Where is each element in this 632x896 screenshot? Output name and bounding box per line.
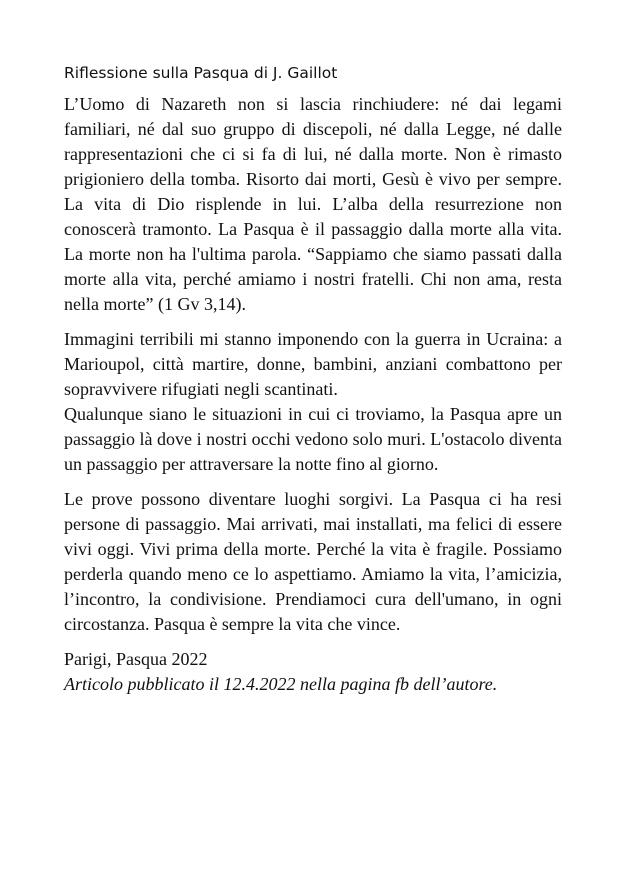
publication-note: Articolo pubblicato il 12.4.2022 nella pagina fb dell’autore. [64,674,498,694]
paragraph-ukraine: Immagini terribili mi stanno imponendo con la guerra in Ucraina: a Marioupol, città martire, donne, bambini, anziani combattono per sopravvivere rifugiati negli scantinati. [64,329,562,399]
paragraph-gap [64,637,562,647]
document-page [64,62,562,697]
paragraph-gap [64,477,562,487]
place-date: Parigi, Pasqua 2022 [64,649,208,669]
paragraph-resurrection: L’Uomo di Nazareth non si lascia rinchiudere: né dai legami familiari, né dal suo gruppo di discepoli, né dalla Legge, né dalle rappresentazioni che ci si fa di lui, né dalla morte. Non è rimasto prigioniero della tomba. Risorto dai morti, Gesù è vivo per sempre. La vita di Dio risplende in lui. L’alba della resurrezione non conoscerà tramonto. La Pasqua è il passaggio dalla morte alla vita. La morte non ha l'ultima parola. “Sappiamo che siamo passati dalla morte alla vita, perché amiamo i nostri fratelli. Chi non ama, resta nella morte” (1 Gv 3,14). [64,94,562,314]
paragraph-gap [64,317,562,327]
document-title: Riflessione sulla Pasqua di J. Gaillot [64,64,338,82]
paragraph-passage: Qualunque siano le situazioni in cui ci troviamo, la Pasqua apre un passaggio là dove i nostri occhi vedono solo muri. L'ostacolo diventa un passaggio per attraversare la notte fino al giorno. [64,404,562,474]
paragraph-life: Le prove possono diventare luoghi sorgivi. La Pasqua ci ha resi persone di passaggio. Mai arrivati, mai installati, ma felici di essere vivi oggi. Vivi prima della morte. Perché la vita è fragile. Possiamo perderla quando meno ce lo aspettiamo. Amiamo la vita, l’amicizia, l’incontro, la condivisione. Prendiamoci cura dell'umano, in ogni circostanza. Pasqua è sempre la vita che vince. [64,489,562,634]
